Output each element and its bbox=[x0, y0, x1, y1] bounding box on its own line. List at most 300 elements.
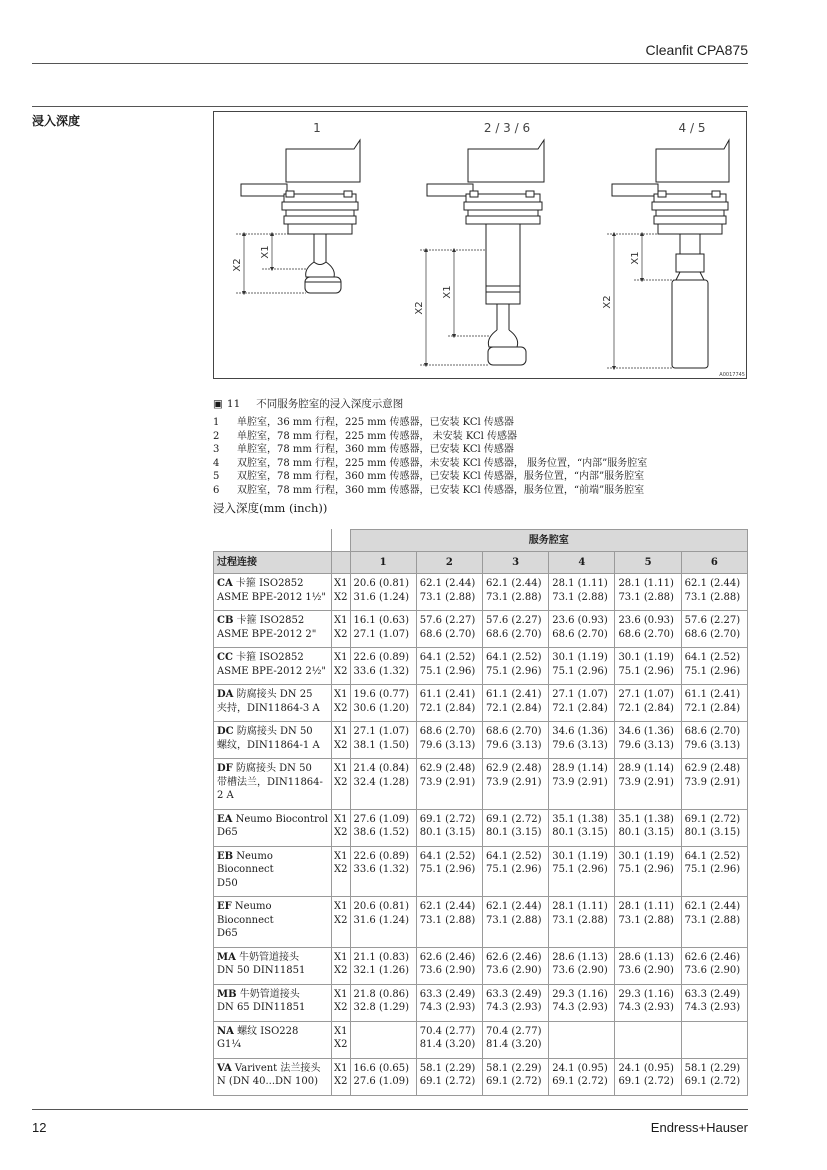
dim-x1-label: X1 bbox=[630, 251, 641, 265]
legend-item bbox=[213, 457, 647, 471]
x2-value: 73.1 (2.88) bbox=[552, 914, 608, 926]
x2-value: 33.6 (1.32) bbox=[353, 665, 410, 677]
dim-x2-label: X2 bbox=[602, 295, 613, 309]
process-connection-cell bbox=[214, 1021, 332, 1058]
x1-value: 22.6 (0.89) bbox=[353, 850, 410, 862]
x-labels-cell bbox=[332, 685, 350, 722]
connection-desc: 牛奶管道接头 bbox=[236, 988, 300, 1000]
page-number: 12 bbox=[32, 1120, 47, 1135]
depth-value-cell bbox=[681, 611, 747, 648]
x2-value: 73.1 (2.88) bbox=[618, 914, 674, 926]
header-rule bbox=[32, 63, 748, 64]
table-group-header: 服务腔室 bbox=[350, 530, 748, 552]
x2-value: 73.6 (2.90) bbox=[684, 965, 741, 976]
depth-value-cell bbox=[350, 574, 416, 611]
connection-code: CC bbox=[217, 652, 233, 663]
x2-value: 80.1 (3.15) bbox=[618, 827, 674, 838]
depth-value-cell bbox=[416, 611, 482, 648]
x2-value: 74.3 (2.93) bbox=[552, 1002, 608, 1013]
x2-value: 80.1 (3.15) bbox=[485, 827, 542, 838]
connection-desc: 螺纹 ISO228 bbox=[233, 1025, 299, 1037]
x2-value: 73.9 (2.91) bbox=[552, 776, 608, 788]
x1-value: 21.4 (0.84) bbox=[353, 763, 410, 774]
figure-labels bbox=[313, 121, 705, 135]
x2-value: 73.1 (2.88) bbox=[419, 914, 476, 926]
connection-desc: 防腐接头 DN 50 bbox=[233, 726, 313, 737]
x1-value: 27.1 (1.07) bbox=[618, 689, 674, 700]
x1-value: 62.9 (2.48) bbox=[485, 763, 542, 774]
x1-value: 57.6 (2.27) bbox=[419, 615, 476, 626]
connection-desc: Varivent 法兰接头 bbox=[231, 1062, 321, 1074]
x2-value: 79.6 (3.13) bbox=[684, 739, 741, 751]
immersion-depth-table bbox=[213, 529, 748, 1096]
x2-value: 72.1 (2.84) bbox=[419, 702, 476, 714]
table-row bbox=[214, 897, 748, 948]
depth-value-cell bbox=[615, 1058, 681, 1095]
x1-value: 20.6 (0.81) bbox=[353, 901, 410, 912]
depth-value-cell bbox=[350, 611, 416, 648]
x2-value: 73.9 (2.91) bbox=[618, 776, 674, 788]
x2-value: 38.1 (1.50) bbox=[353, 739, 410, 751]
x1-value: 30.1 (1.19) bbox=[618, 850, 674, 862]
x2-value: 73.1 (2.88) bbox=[684, 914, 741, 926]
x1-value: 34.6 (1.36) bbox=[552, 726, 608, 737]
assembly-1 bbox=[241, 140, 360, 293]
dimension-labels bbox=[232, 245, 641, 314]
x2-value: 72.1 (2.84) bbox=[485, 702, 542, 714]
x2-value: 79.6 (3.13) bbox=[485, 739, 542, 751]
x1-value: 28.6 (1.13) bbox=[618, 951, 674, 963]
x1-label: X1 bbox=[334, 726, 348, 737]
x2-value: 73.6 (2.90) bbox=[485, 965, 542, 976]
connection-desc-line2: G1¼ bbox=[217, 1039, 242, 1050]
x1-value: 34.6 (1.36) bbox=[618, 726, 674, 737]
x1-value: 62.6 (2.46) bbox=[419, 951, 476, 963]
units-line: 浸入深度(mm (inch)) bbox=[213, 501, 328, 515]
depth-value-cell bbox=[681, 759, 747, 810]
x2-value: 74.3 (2.93) bbox=[684, 1002, 741, 1013]
legend-item bbox=[213, 430, 647, 444]
x1-value: 63.3 (2.49) bbox=[684, 988, 741, 1000]
connection-code: VA bbox=[217, 1062, 232, 1074]
depth-value-cell bbox=[615, 984, 681, 1021]
process-connection-cell bbox=[214, 984, 332, 1021]
x1-value: 64.1 (2.52) bbox=[684, 850, 741, 862]
x2-value bbox=[552, 1038, 611, 1052]
connection-desc: 防腐接头 DN 25 bbox=[233, 689, 313, 700]
depth-value-cell bbox=[350, 809, 416, 846]
depth-value-cell bbox=[681, 722, 747, 759]
figure-icon: ▣ bbox=[213, 398, 223, 410]
depth-value-cell bbox=[681, 984, 747, 1021]
depth-value-cell bbox=[549, 648, 615, 685]
legend-text: 双腔室，78 mm 行程，225 mm 传感器，未安装 KCl 传感器， 服务位置，“内部”服务腔室 bbox=[237, 457, 648, 469]
depth-value-cell bbox=[615, 897, 681, 948]
depth-value-cell bbox=[549, 1058, 615, 1095]
depth-value-cell bbox=[549, 759, 615, 810]
x2-value: 31.6 (1.24) bbox=[353, 914, 410, 926]
depth-value-cell bbox=[350, 984, 416, 1021]
x1-value: 29.3 (1.16) bbox=[618, 988, 674, 1000]
x-labels-cell bbox=[332, 984, 350, 1021]
depth-value-cell bbox=[416, 685, 482, 722]
depth-value-cell bbox=[416, 722, 482, 759]
x1-value bbox=[354, 1025, 413, 1039]
connection-desc: 卡箍 ISO2852 bbox=[233, 615, 305, 626]
immersion-depth-figure bbox=[213, 111, 747, 379]
x1-value: 61.1 (2.41) bbox=[684, 689, 741, 700]
connection-code: DF bbox=[217, 763, 233, 774]
depth-value-cell bbox=[482, 722, 548, 759]
x1-value: 23.6 (0.93) bbox=[552, 615, 608, 626]
x1-value: 27.1 (1.07) bbox=[552, 689, 608, 700]
x2-value: 74.3 (2.93) bbox=[618, 1002, 674, 1013]
x1-label: X1 bbox=[334, 901, 348, 912]
x2-value: 72.1 (2.84) bbox=[618, 702, 674, 714]
connection-desc-line2: ASME BPE-2012 2½" bbox=[217, 665, 327, 677]
legend-text: 双腔室，78 mm 行程，360 mm 传感器，已安装 KCl 传感器，服务位置，“内部”服务腔室 bbox=[237, 471, 645, 482]
x1-value: 64.1 (2.52) bbox=[419, 850, 476, 862]
depth-value-cell bbox=[615, 574, 681, 611]
depth-value-cell bbox=[549, 809, 615, 846]
x1-value: 61.1 (2.41) bbox=[485, 689, 542, 700]
table-header-service-4: 4 bbox=[549, 552, 615, 574]
x1-value: 30.1 (1.19) bbox=[618, 652, 674, 663]
depth-value-cell bbox=[615, 759, 681, 810]
depth-value-cell bbox=[416, 984, 482, 1021]
x1-value: 62.9 (2.48) bbox=[419, 763, 476, 774]
depth-value-cell bbox=[416, 846, 482, 897]
depth-value-cell bbox=[482, 759, 548, 810]
table-row bbox=[214, 574, 748, 611]
legend-item bbox=[213, 416, 647, 430]
x2-value: 27.1 (1.07) bbox=[353, 628, 410, 640]
process-connection-cell bbox=[214, 611, 332, 648]
table-row bbox=[214, 722, 748, 759]
legend-number: 1 bbox=[213, 417, 220, 428]
x2-value: 32.8 (1.29) bbox=[353, 1002, 410, 1013]
x2-value: 75.1 (2.96) bbox=[618, 665, 674, 677]
depth-value-cell bbox=[482, 809, 548, 846]
x1-value: 68.6 (2.70) bbox=[684, 726, 741, 737]
table-row bbox=[214, 984, 748, 1021]
x1-value: 23.6 (0.93) bbox=[618, 615, 674, 626]
x2-value: 32.4 (1.28) bbox=[353, 776, 410, 788]
dim-x2-label: X2 bbox=[414, 301, 425, 315]
x1-value: 35.1 (1.38) bbox=[552, 813, 608, 825]
depth-value-cell bbox=[416, 648, 482, 685]
x2-value: 75.1 (2.96) bbox=[419, 665, 476, 677]
connection-desc-line2: D65 bbox=[217, 827, 238, 838]
process-connection-cell bbox=[214, 759, 332, 810]
x2-label: X2 bbox=[334, 591, 348, 603]
connection-code: EB bbox=[217, 850, 234, 862]
depth-value-cell bbox=[482, 648, 548, 685]
x1-value: 64.1 (2.52) bbox=[485, 652, 542, 663]
x2-value: 81.4 (3.20) bbox=[419, 1039, 476, 1050]
depth-value-cell bbox=[482, 574, 548, 611]
dim-x1-label: X1 bbox=[442, 285, 453, 299]
depth-value-cell bbox=[549, 574, 615, 611]
table-row bbox=[214, 648, 748, 685]
legend-text: 单腔室，36 mm 行程，225 mm 传感器，已安装 KCl 传感器 bbox=[237, 417, 514, 428]
x2-value: 38.6 (1.52) bbox=[353, 827, 410, 838]
x2-label: X2 bbox=[334, 827, 348, 838]
x-labels-cell bbox=[332, 947, 350, 984]
table-row bbox=[214, 947, 748, 984]
depth-value-cell bbox=[549, 846, 615, 897]
x2-value bbox=[354, 1038, 413, 1052]
depth-value-cell bbox=[350, 759, 416, 810]
x2-label: X2 bbox=[334, 776, 348, 788]
legend-text: 单腔室，78 mm 行程，225 mm 传感器， 未安装 KCl 传感器 bbox=[237, 430, 518, 442]
depth-value-cell bbox=[615, 846, 681, 897]
process-connection-cell bbox=[214, 648, 332, 685]
depth-value-cell bbox=[615, 1021, 681, 1058]
x2-value: 75.1 (2.96) bbox=[485, 864, 542, 875]
x1-label: X1 bbox=[334, 689, 348, 700]
connection-desc-line2: ASME BPE-2012 2" bbox=[217, 628, 317, 640]
x1-value: 62.1 (2.44) bbox=[419, 578, 476, 589]
x2-value: 75.1 (2.96) bbox=[552, 665, 608, 677]
figure-legend bbox=[213, 416, 647, 497]
x1-value: 30.1 (1.19) bbox=[552, 652, 608, 663]
process-connection-cell bbox=[214, 722, 332, 759]
x2-label: X2 bbox=[334, 702, 348, 714]
x2-value: 73.6 (2.90) bbox=[618, 965, 674, 976]
x1-value: 69.1 (2.72) bbox=[684, 813, 741, 825]
dim-x1-label: X1 bbox=[260, 245, 271, 259]
figure-code: A0017745 bbox=[719, 372, 745, 378]
x1-value bbox=[685, 1025, 744, 1039]
process-connection-cell bbox=[214, 809, 332, 846]
x2-value: 68.6 (2.70) bbox=[684, 628, 741, 640]
depth-value-cell bbox=[549, 897, 615, 948]
table-row bbox=[214, 759, 748, 810]
dim-x2-label: X2 bbox=[232, 258, 243, 272]
figure-label-3: 4 / 5 bbox=[678, 121, 706, 135]
x2-value: 79.6 (3.13) bbox=[419, 739, 476, 751]
x2-value: 69.1 (2.72) bbox=[552, 1076, 608, 1087]
x1-value: 16.1 (0.63) bbox=[353, 615, 410, 626]
technical-drawing bbox=[214, 112, 748, 380]
depth-value-cell bbox=[416, 759, 482, 810]
x1-value: 62.6 (2.46) bbox=[684, 951, 741, 963]
x-labels-cell bbox=[332, 722, 350, 759]
x1-value: 28.1 (1.11) bbox=[552, 578, 608, 589]
depth-value-cell bbox=[681, 648, 747, 685]
depth-value-cell bbox=[416, 897, 482, 948]
legend-item bbox=[213, 443, 647, 457]
x1-label: X1 bbox=[334, 652, 348, 663]
legend-number: 5 bbox=[213, 471, 220, 482]
table-header-service-5: 5 bbox=[615, 552, 681, 574]
depth-value-cell bbox=[482, 611, 548, 648]
depth-value-cell bbox=[350, 648, 416, 685]
x1-value: 19.6 (0.77) bbox=[353, 689, 410, 700]
table-header-process: 过程连接 bbox=[214, 552, 332, 574]
x2-value: 30.6 (1.20) bbox=[353, 702, 410, 714]
x2-value: 73.1 (2.88) bbox=[618, 591, 674, 603]
x1-value: 70.4 (2.77) bbox=[419, 1025, 476, 1037]
x2-value: 81.4 (3.20) bbox=[485, 1039, 542, 1050]
depth-value-cell bbox=[549, 1021, 615, 1058]
connection-code: EA bbox=[217, 813, 233, 825]
x1-label: X1 bbox=[334, 1025, 348, 1037]
x1-value: 62.1 (2.44) bbox=[684, 578, 741, 589]
connection-desc-line2: ASME BPE-2012 1½" bbox=[217, 591, 327, 603]
depth-value-cell bbox=[681, 846, 747, 897]
x1-value: 62.9 (2.48) bbox=[684, 763, 741, 774]
process-connection-cell bbox=[214, 685, 332, 722]
connection-desc-line2: 螺纹，DIN11864-1 A bbox=[217, 739, 320, 751]
connection-code: DC bbox=[217, 726, 234, 737]
x2-value: 80.1 (3.15) bbox=[684, 827, 741, 838]
x1-label: X1 bbox=[334, 763, 348, 774]
depth-value-cell bbox=[416, 1058, 482, 1095]
legend-text: 单腔室，78 mm 行程，360 mm 传感器，已安装 KCl 传感器 bbox=[237, 444, 514, 455]
x1-value: 62.1 (2.44) bbox=[419, 901, 476, 912]
x1-value: 63.3 (2.49) bbox=[485, 988, 542, 1000]
depth-value-cell bbox=[482, 1058, 548, 1095]
footer-brand: Endress+Hauser bbox=[650, 1120, 748, 1135]
figure-label-1: 1 bbox=[313, 121, 321, 135]
x2-value: 75.1 (2.96) bbox=[684, 864, 741, 875]
x1-value: 69.1 (2.72) bbox=[485, 813, 542, 825]
connection-code: MB bbox=[217, 988, 237, 1000]
x2-value: 73.1 (2.88) bbox=[552, 591, 608, 603]
x-labels-cell bbox=[332, 1058, 350, 1095]
x1-value: 68.6 (2.70) bbox=[419, 726, 476, 737]
x2-value: 75.1 (2.96) bbox=[552, 864, 608, 875]
process-connection-cell bbox=[214, 897, 332, 948]
depth-value-cell bbox=[482, 947, 548, 984]
x2-value: 80.1 (3.15) bbox=[552, 827, 608, 838]
x1-value: 62.1 (2.44) bbox=[684, 901, 741, 912]
x2-value: 79.6 (3.13) bbox=[618, 739, 674, 751]
x1-value: 24.1 (0.95) bbox=[618, 1062, 674, 1074]
x-labels-cell bbox=[332, 648, 350, 685]
table-row bbox=[214, 1021, 748, 1058]
x2-value: 68.6 (2.70) bbox=[552, 628, 608, 640]
depth-value-cell bbox=[350, 947, 416, 984]
connection-desc: Neumo Biocontrol bbox=[232, 813, 329, 825]
depth-value-cell bbox=[350, 685, 416, 722]
depth-value-cell bbox=[549, 722, 615, 759]
x-labels-cell bbox=[332, 574, 350, 611]
figure-caption-text: 不同服务腔室的浸入深度示意图 bbox=[256, 398, 404, 410]
x2-value: 73.1 (2.88) bbox=[684, 591, 741, 603]
depth-value-cell bbox=[681, 897, 747, 948]
table-header-blank bbox=[332, 530, 350, 552]
depth-value-cell bbox=[681, 574, 747, 611]
x1-value: 24.1 (0.95) bbox=[552, 1062, 608, 1074]
depth-value-cell bbox=[615, 685, 681, 722]
connection-desc-line2: D50 bbox=[217, 877, 238, 889]
x2-label: X2 bbox=[334, 864, 348, 875]
connection-desc: 卡箍 ISO2852 bbox=[232, 578, 304, 589]
table-row bbox=[214, 1058, 748, 1095]
depth-value-cell bbox=[549, 984, 615, 1021]
section-title: 浸入深度 bbox=[32, 114, 81, 128]
process-connection-cell bbox=[214, 947, 332, 984]
x2-value: 75.1 (2.96) bbox=[419, 864, 476, 875]
depth-value-cell bbox=[549, 685, 615, 722]
table-header-x bbox=[332, 552, 350, 574]
x2-value: 73.9 (2.91) bbox=[485, 776, 542, 788]
x2-value: 73.1 (2.88) bbox=[419, 591, 476, 603]
x1-value: 62.1 (2.44) bbox=[485, 578, 542, 589]
legend-number: 2 bbox=[213, 430, 220, 442]
x1-label: X1 bbox=[334, 988, 348, 1000]
x1-value: 20.6 (0.81) bbox=[353, 578, 410, 589]
x1-value: 69.1 (2.72) bbox=[419, 813, 476, 825]
table-row bbox=[214, 685, 748, 722]
legend-item bbox=[213, 470, 647, 484]
x1-label: X1 bbox=[334, 578, 348, 589]
depth-value-cell bbox=[482, 1021, 548, 1058]
x1-value: 21.1 (0.83) bbox=[353, 951, 410, 963]
x1-label: X1 bbox=[334, 951, 348, 963]
x1-value: 64.1 (2.52) bbox=[485, 850, 542, 862]
depth-value-cell bbox=[350, 1058, 416, 1095]
x2-value: 73.9 (2.91) bbox=[684, 776, 741, 788]
x2-value: 72.1 (2.84) bbox=[684, 702, 741, 714]
connection-desc-line2: 带槽法兰，DIN11864-2 A bbox=[217, 776, 323, 801]
depth-value-cell bbox=[416, 947, 482, 984]
depth-value-cell bbox=[681, 947, 747, 984]
x1-value: 57.6 (2.27) bbox=[485, 615, 542, 626]
x2-value: 33.6 (1.32) bbox=[353, 864, 410, 875]
legend-number: 3 bbox=[213, 444, 220, 455]
connection-desc: 防腐接头 DN 50 bbox=[232, 763, 312, 774]
depth-value-cell bbox=[350, 1021, 416, 1058]
document-title: Cleanfit CPA875 bbox=[645, 42, 748, 58]
x1-value: 35.1 (1.38) bbox=[618, 813, 674, 825]
x2-value: 80.1 (3.15) bbox=[419, 827, 476, 838]
figure-caption bbox=[213, 396, 403, 411]
x-labels-cell bbox=[332, 611, 350, 648]
depth-value-cell bbox=[615, 947, 681, 984]
x1-value: 21.8 (0.86) bbox=[353, 988, 410, 1000]
depth-value-cell bbox=[615, 648, 681, 685]
x1-value: 57.6 (2.27) bbox=[684, 615, 741, 626]
connection-code: DA bbox=[217, 689, 234, 700]
x-labels-cell bbox=[332, 1021, 350, 1058]
depth-value-cell bbox=[350, 722, 416, 759]
depth-value-cell bbox=[549, 611, 615, 648]
x1-value: 28.1 (1.11) bbox=[618, 578, 674, 589]
connection-desc-line2: 夹持，DIN11864-3 A bbox=[217, 702, 320, 714]
x1-value: 28.1 (1.11) bbox=[552, 901, 608, 912]
x1-value: 27.1 (1.07) bbox=[353, 726, 410, 737]
x1-value: 28.9 (1.14) bbox=[618, 763, 674, 774]
x2-label: X2 bbox=[334, 739, 348, 751]
x1-value: 61.1 (2.41) bbox=[419, 689, 476, 700]
table-header-service-3: 3 bbox=[482, 552, 548, 574]
depth-value-cell bbox=[350, 897, 416, 948]
x2-value: 68.6 (2.70) bbox=[618, 628, 674, 640]
x2-label: X2 bbox=[334, 965, 348, 976]
table-header-service-1: 1 bbox=[350, 552, 416, 574]
table-row bbox=[214, 809, 748, 846]
x1-label: X1 bbox=[334, 813, 348, 825]
connection-desc: 牛奶管道接头 bbox=[235, 951, 300, 963]
x1-value: 28.9 (1.14) bbox=[552, 763, 608, 774]
x1-label: X1 bbox=[334, 615, 348, 626]
x1-value: 58.1 (2.29) bbox=[485, 1062, 542, 1074]
x2-value: 75.1 (2.96) bbox=[618, 864, 674, 875]
